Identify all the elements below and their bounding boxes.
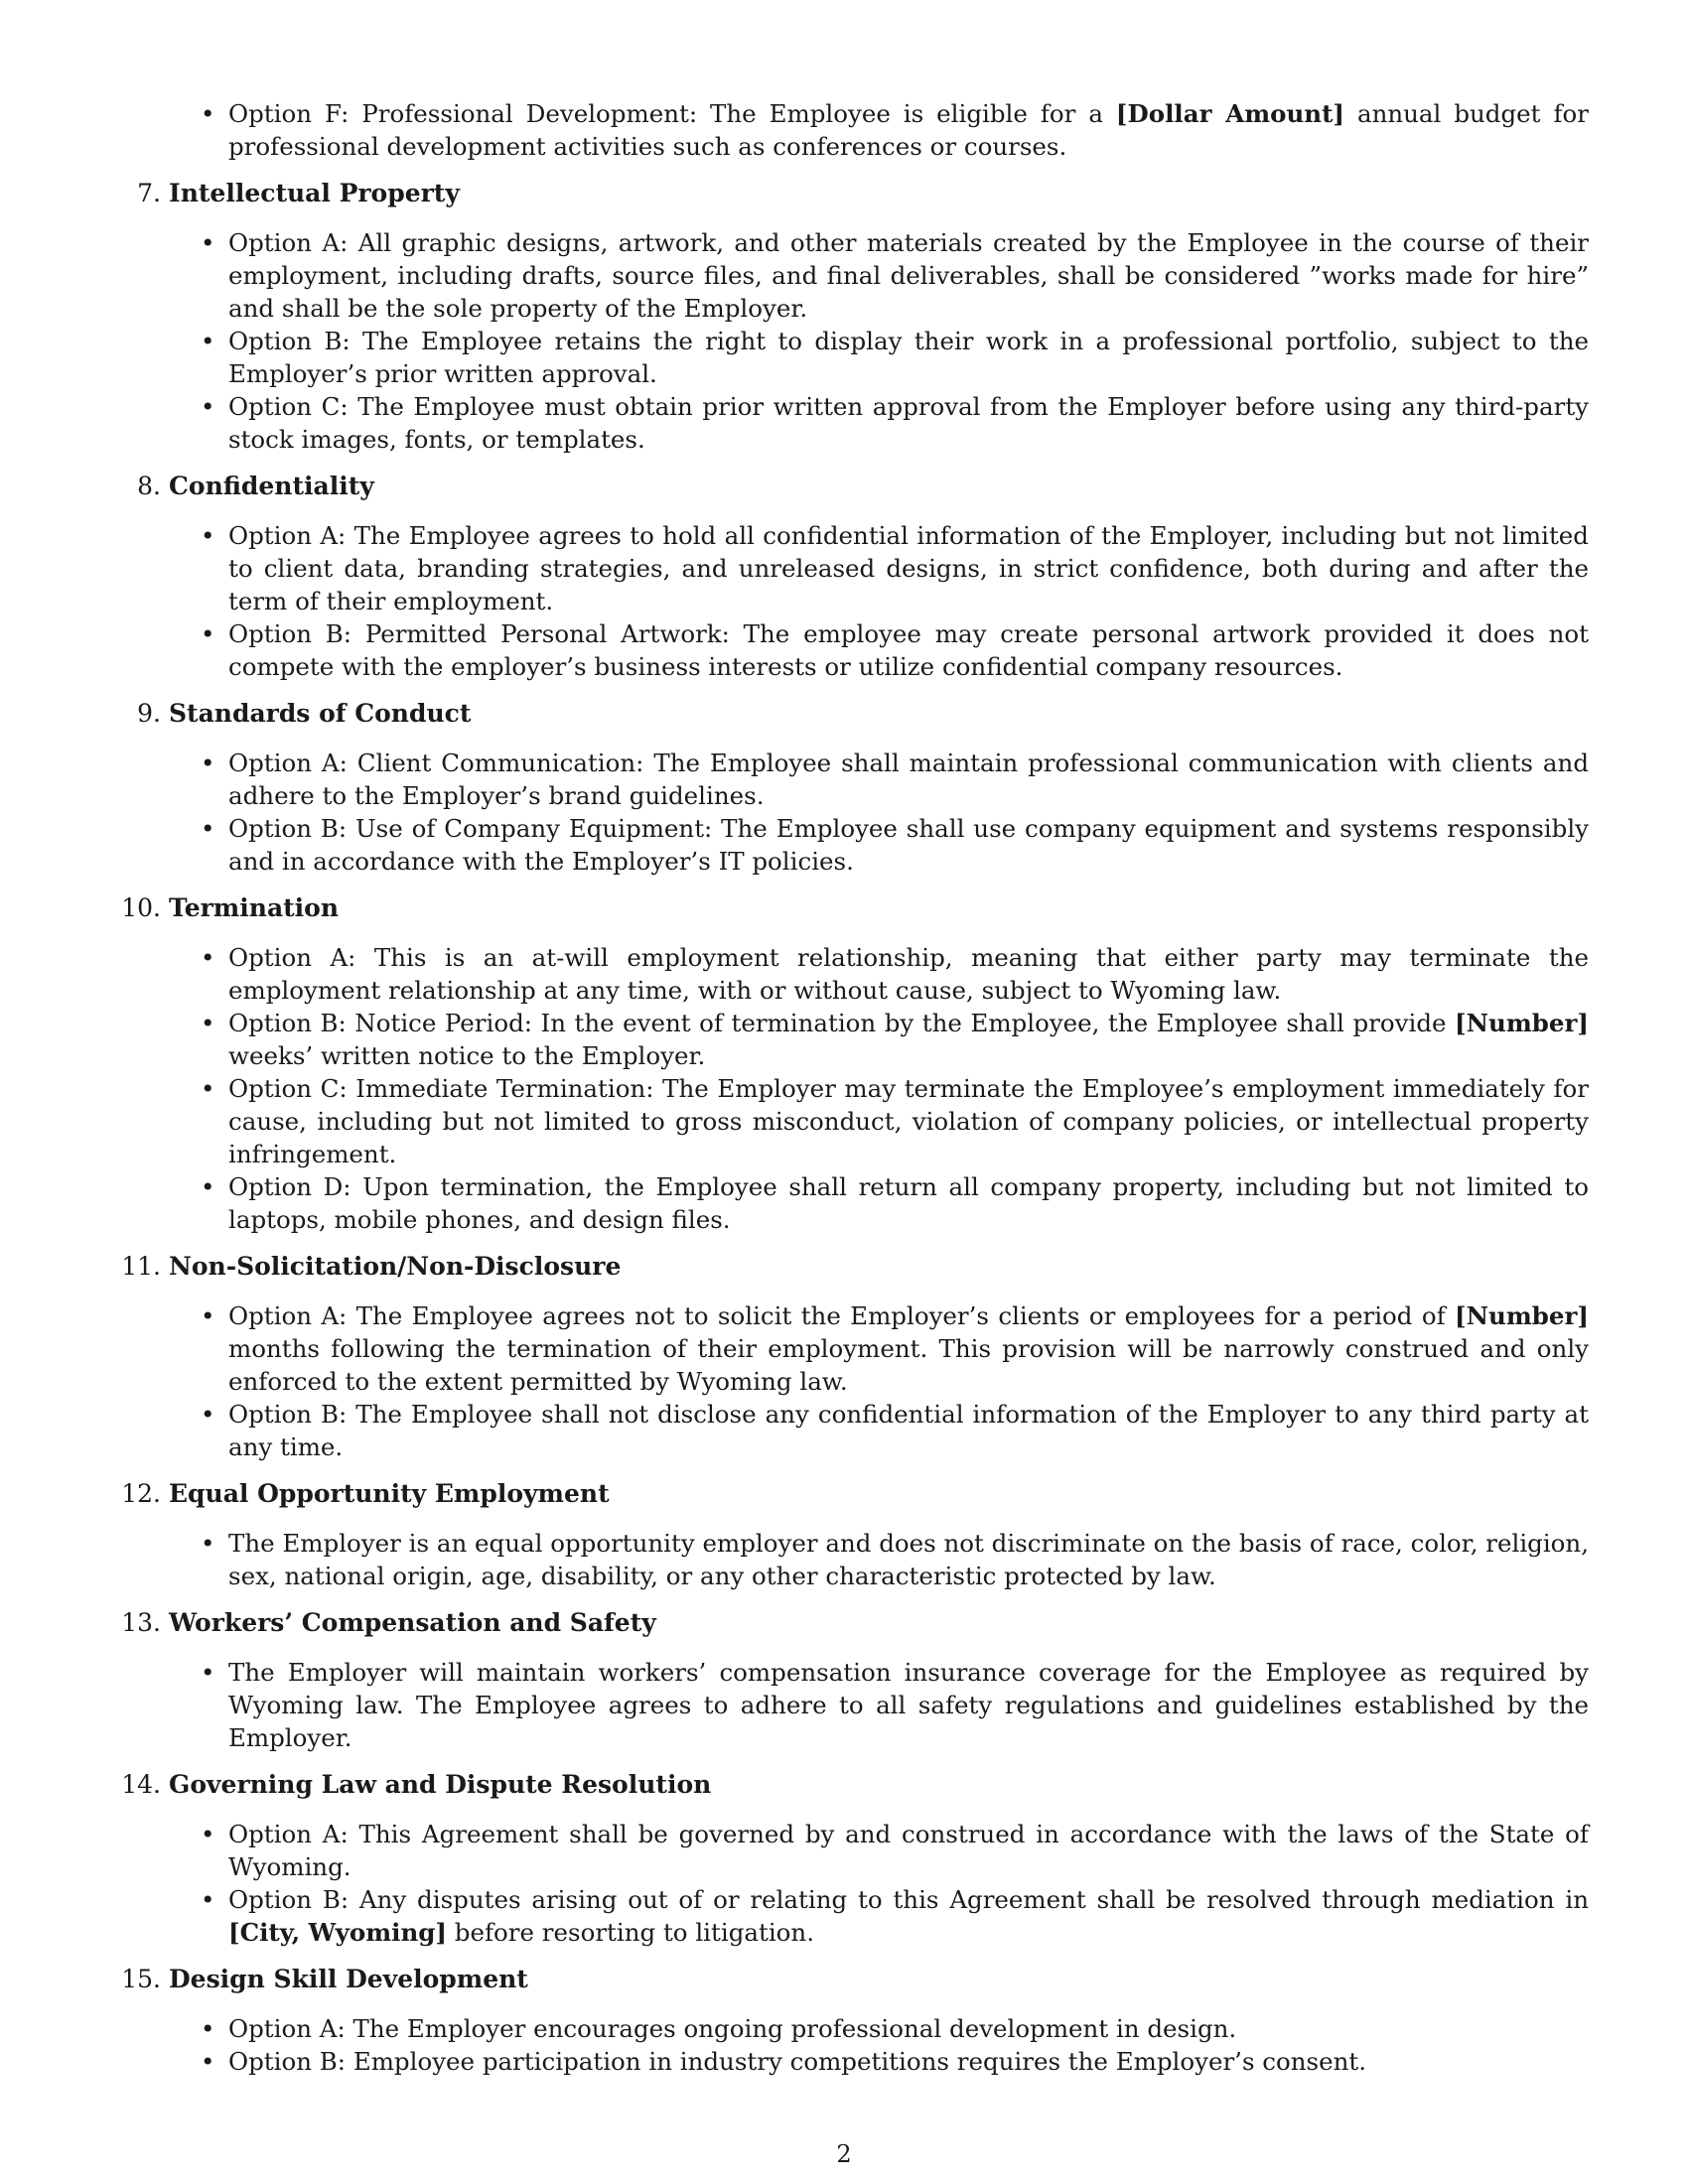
- item-text: annual budget for professional development activities such as conferences or courses.: [228, 99, 1589, 161]
- list-item: • Option A: All graphic designs, artwork, and other materials created by the Employee in the course of their employment, including drafts, source files, and final deliverables, shall be considered ”works made for hire” and shall be the sole property of the Employer.: [129, 226, 1589, 325]
- section-number: 8.: [137, 472, 161, 500]
- list-item: • Option A: Client Communication: The Employee shall maintain professional communication with clients and adhere to the Employer’s brand guidelines.: [129, 747, 1589, 812]
- section-title: Workers’ Compensation and Safety: [169, 1608, 656, 1637]
- option-list: [129, 1299, 1589, 1463]
- section-number: 9.: [137, 699, 161, 728]
- list-item: [129, 1007, 1589, 1072]
- section-equal-opportunity: [121, 1477, 1589, 1592]
- section-title: Confidentiality: [169, 472, 374, 500]
- section-title: Governing Law and Dispute Resolution: [169, 1770, 712, 1799]
- option-list: [129, 2012, 1589, 2078]
- section-non-solicitation: [121, 1250, 1589, 1463]
- item-text: Option B: Any disputes arising out of or relating to this Agreement shall be resolved through mediation in: [228, 1885, 1589, 1914]
- list-item: • Option B: Employee participation in industry competitions requires the Employer’s consent.: [129, 2045, 1589, 2078]
- section-title: Termination: [169, 893, 340, 922]
- section-workers-compensation: [121, 1606, 1589, 1754]
- section-standards-of-conduct: [129, 697, 1589, 878]
- section-number: 11.: [121, 1252, 161, 1281]
- section-title: Standards of Conduct: [169, 699, 472, 728]
- placeholder-field: [Number]: [1455, 1009, 1589, 1037]
- option-list: [129, 1527, 1589, 1592]
- placeholder-field: [City, Wyoming]: [228, 1918, 447, 1947]
- placeholder-field: [Number]: [1455, 1301, 1589, 1330]
- list-item: • Option B: Permitted Personal Artwork: The employee may create personal artwork provided it does not compete with the employer’s business interests or utilize confidential company resources.: [129, 617, 1589, 683]
- section-governing-law: [121, 1768, 1589, 1949]
- list-item: • The Employer will maintain workers’ compensation insurance coverage for the Employee as required by Wyoming law. The Employee agrees to adhere to all safety regulations and guidelines established by the Employer.: [129, 1656, 1589, 1754]
- list-item: • Option A: The Employee agrees to hold all confidential information of the Employer, including but not limited to client data, branding strategies, and unreleased designs, in strict confidence, both during and after the term of their employment.: [129, 519, 1589, 617]
- option-list: [129, 941, 1589, 1236]
- section-number: 12.: [121, 1479, 161, 1508]
- section-number: 10.: [121, 893, 161, 922]
- list-item: • Option A: This is an at-will employment relationship, meaning that either party may terminate the employment relationship at any time, with or without cause, subject to Wyoming law.: [129, 941, 1589, 1007]
- item-text: Option F: Professional Development: The Employee is eligible for a: [228, 99, 1116, 128]
- option-list: [129, 747, 1589, 878]
- section-termination: [121, 891, 1589, 1236]
- option-list: [129, 1818, 1589, 1949]
- section-title: Design Skill Development: [169, 1965, 528, 1993]
- section-number: 14.: [121, 1770, 161, 1799]
- section-confidentiality: [129, 470, 1589, 683]
- page-number: 2: [836, 2140, 852, 2168]
- continued-list: [129, 97, 1589, 163]
- section-intellectual-property: [129, 177, 1589, 456]
- list-item: [129, 1883, 1589, 1949]
- item-text: Option A: The Employee agrees not to solicit the Employer’s clients or employees for a period of: [228, 1301, 1456, 1330]
- list-item: • Option B: The Employee shall not disclose any confidential information of the Employer to any third party at any time.: [129, 1398, 1589, 1463]
- section-title: Non-Solicitation/Non-Disclosure: [169, 1252, 622, 1281]
- list-item: [129, 1299, 1589, 1398]
- list-item: • The Employer is an equal opportunity employer and does not discriminate on the basis of race, color, religion, sex, national origin, age, disability, or any other characteristic protected by law.: [129, 1527, 1589, 1592]
- list-item: • Option C: Immediate Termination: The Employer may terminate the Employee’s employment immediately for cause, including but not limited to gross misconduct, violation of company policies, or intellectual property infringement.: [129, 1072, 1589, 1170]
- section-design-skill-development: [121, 1963, 1589, 2078]
- list-item: • Option D: Upon termination, the Employee shall return all company property, including but not limited to laptops, mobile phones, and design files.: [129, 1170, 1589, 1236]
- list-item: • Option A: This Agreement shall be governed by and construed in accordance with the laws of the State of Wyoming.: [129, 1818, 1589, 1883]
- document-body: [121, 97, 1589, 2078]
- section-number: 7.: [137, 179, 161, 207]
- list-item: • Option A: The Employer encourages ongoing professional development in design.: [129, 2012, 1589, 2045]
- placeholder-field: [Dollar Amount]: [1115, 99, 1345, 128]
- section-title: Equal Opportunity Employment: [169, 1479, 610, 1508]
- list-item: [129, 97, 1589, 163]
- option-list: [129, 226, 1589, 456]
- item-text: before resorting to litigation.: [447, 1918, 814, 1947]
- item-text: months following the termination of their employment. This provision will be narrowly construed and only enforced to the extent permitted by Wyoming law.: [228, 1334, 1589, 1396]
- option-list: [129, 519, 1589, 683]
- list-item: • Option B: Use of Company Equipment: The Employee shall use company equipment and systems responsibly and in accordance with the Employer’s IT policies.: [129, 812, 1589, 878]
- section-title: Intellectual Property: [169, 179, 460, 207]
- section-number: 15.: [121, 1965, 161, 1993]
- section-number: 13.: [121, 1608, 161, 1637]
- item-text: weeks’ written notice to the Employer.: [228, 1041, 706, 1070]
- item-text: Option B: Notice Period: In the event of termination by the Employee, the Employee shall provide: [228, 1009, 1456, 1037]
- list-item: • Option B: The Employee retains the right to display their work in a professional portfolio, subject to the Employer’s prior written approval.: [129, 325, 1589, 390]
- list-item: • Option C: The Employee must obtain prior written approval from the Employer before using any third-party stock images, fonts, or templates.: [129, 390, 1589, 456]
- option-list: [129, 1656, 1589, 1754]
